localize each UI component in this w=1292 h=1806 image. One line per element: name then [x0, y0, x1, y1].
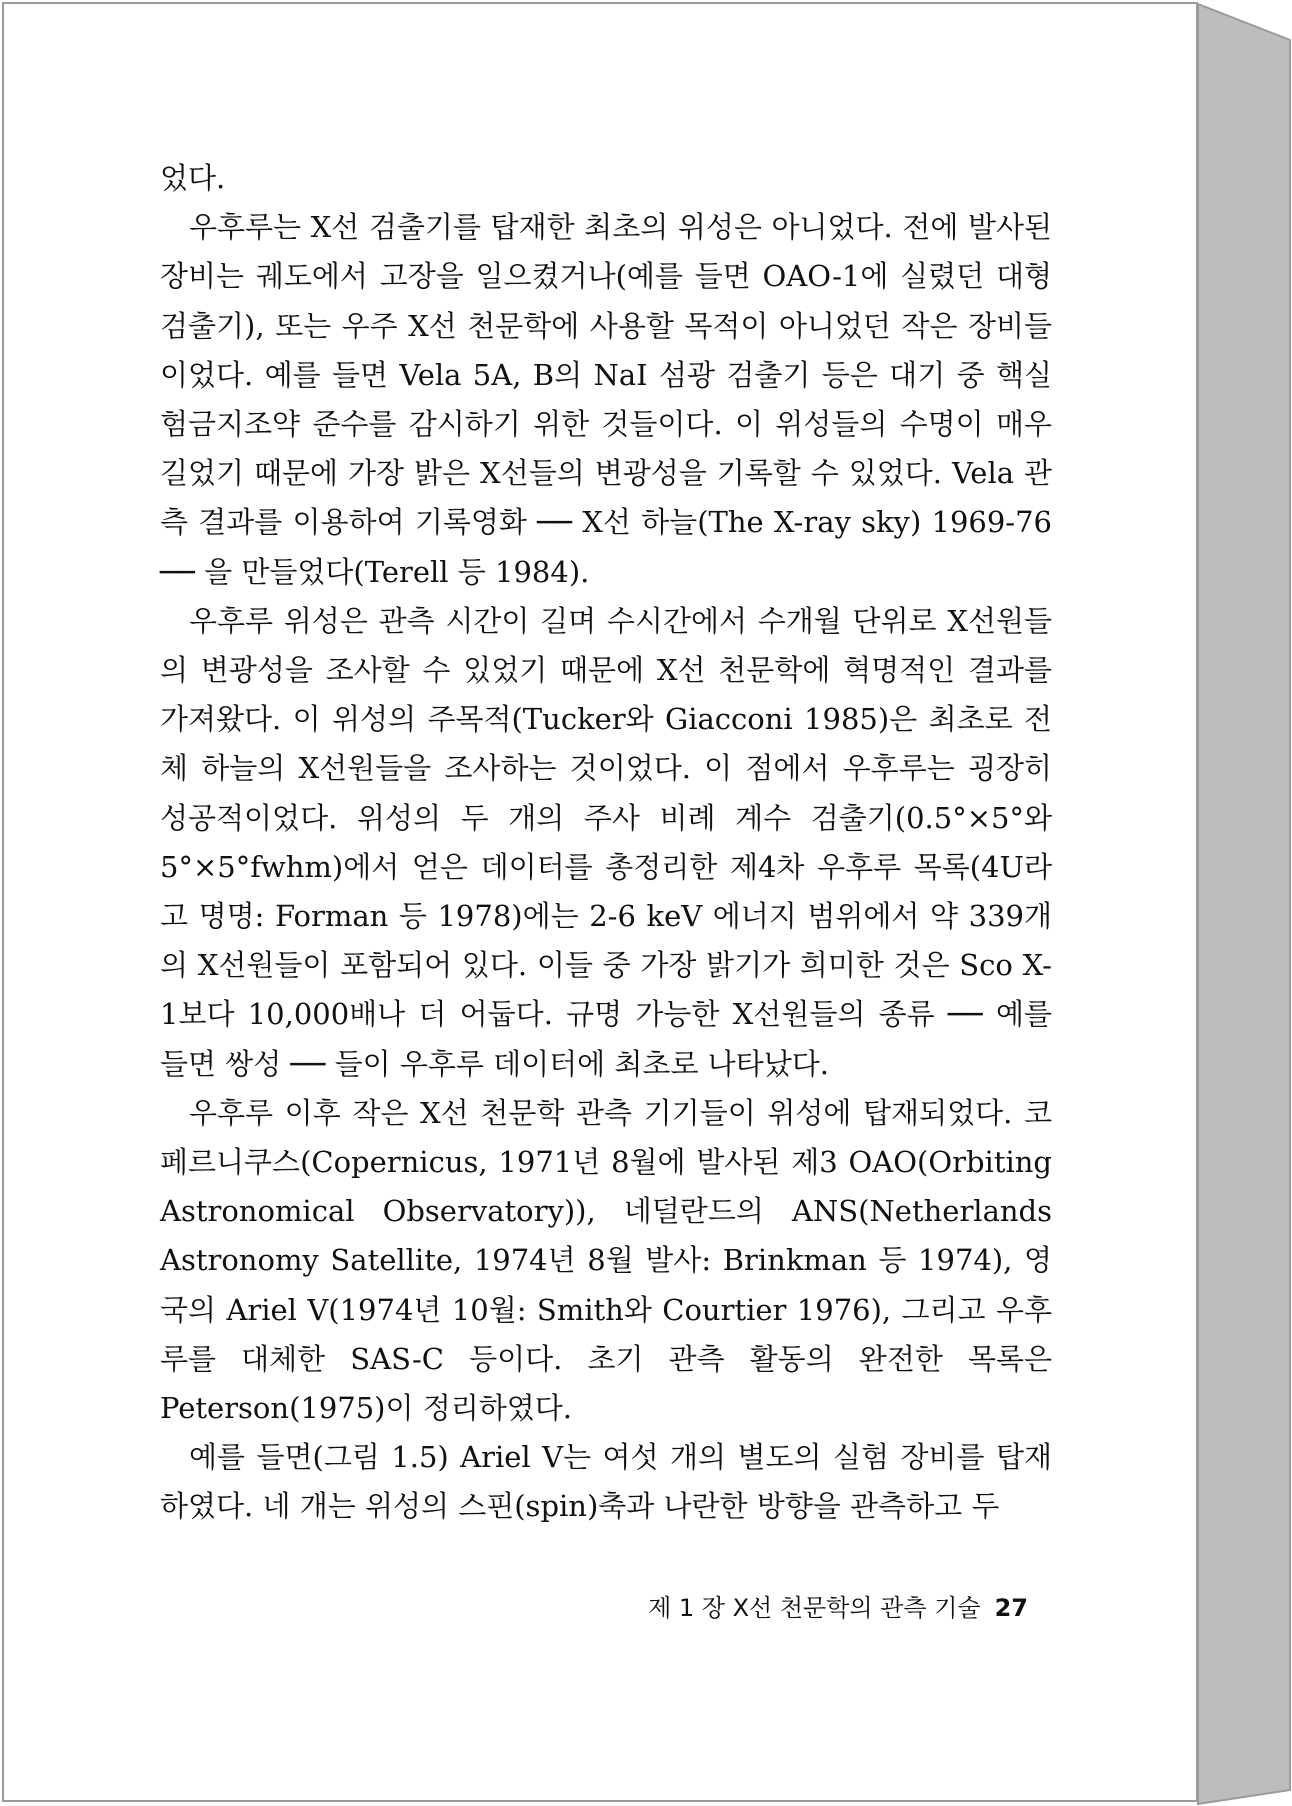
page [2, 2, 1198, 1802]
page-body [160, 154, 1052, 1532]
paragraph: 우후루는 X선 검출기를 탑재한 최초의 위성은 아니었다. 전에 발사된 장비는 궤도에서 고장을 일으켰거나(예를 들면 OAO-1에 실렸던 대형 검출기), 또는 우주 X선 천문학에 사용할 목적이 아니었던 작은 장비들이었다. 예를 들면 Vela 5A, B의 NaI 섬광 검출기 등은 대기 중 핵실험금지조약 준수를 감시하기 위한 것들이다. 이 위성들의 수명이 매우 길었기 때문에 가장 밝은 X선들의 변광성을 기록할 수 있었다. Vela 관측 결과를 이용하여 기록영화 ── X선 하늘(The X-ray sky) 1969-76 ── 을 만들었다(Terell 등 1984). [160, 210, 1052, 589]
paragraph: 우후루 이후 작은 X선 천문학 관측 기기들이 위성에 탑재되었다. 코페르니쿠스(Copernicus, 1971년 8월에 발사된 제3 OAO(Orbiting Astronomical Observatory)), 네덜란드의 ANS(Netherlands Astronomy Satellite, 1974년 8월 발사: Brinkman 등 1974), 영국의 Ariel V(1974년 10월: Smith와 Courtier 1976), 그리고 우후루를 대체한 SAS-C 등이다. 초기 관측 활동의 완전한 목록은 Peterson(1975)이 정리하였다. [160, 1095, 1052, 1426]
page-footer [648, 1588, 1028, 1623]
paragraph: 예를 들면(그림 1.5) Ariel V는 여섯 개의 별도의 실험 장비를 탑재하였다. 네 개는 위성의 스핀(spin)축과 나란한 방향을 관측하고 두 [160, 1440, 1052, 1524]
paragraph-continued: 었다. [160, 161, 226, 195]
page-number: 27 [994, 1594, 1028, 1622]
paragraph: 우후루 위성은 관측 시간이 길며 수시간에서 수개월 단위로 X선원들의 변광성을 조사할 수 있었기 때문에 X선 천문학에 혁명적인 결과를 가져왔다. 이 위성의 주목적(Tucker와 Giacconi 1985)은 최초로 전체 하늘의 X선원들을 조사하는 것이었다. 이 점에서 우후루는 굉장히 성공적이었다. 위성의 두 개의 주사 비례 계수 검출기(0.5°×5°와 5°×5°fwhm)에서 얻은 데이터를 총정리한 제4차 우후루 목록(4U라고 명명: Forman 등 1978)에는 2-6 keV 에너지 범위에서 약 339개의 X선원들이 포함되어 있다. 이들 중 가장 밝기가 희미한 것은 Sco X-1보다 10,000배나 더 어둡다. 규명 가능한 X선원들의 종류 ── 예를 들면 쌍성 ── 들이 우후루 데이터에 최초로 나타났다. [160, 603, 1052, 1081]
running-head: 제 1 장 X선 천문학의 관측 기술 [648, 1594, 981, 1622]
